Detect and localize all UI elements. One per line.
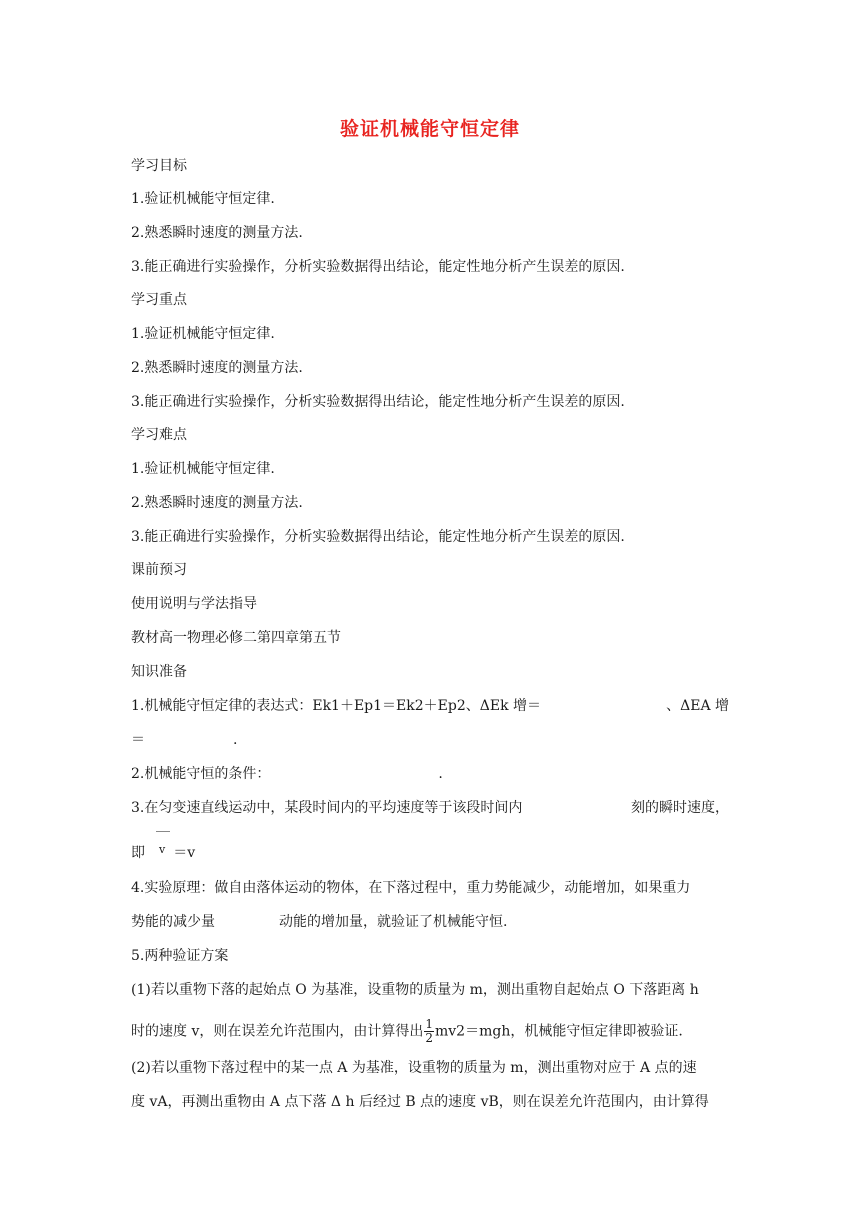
question-3-line-2 bbox=[131, 843, 195, 864]
key-heading: 学习重点 bbox=[131, 292, 187, 308]
question-3-continued: 刻的瞬时速度， bbox=[631, 800, 729, 816]
key-item: 1.验证机械能守恒定律. bbox=[131, 326, 275, 342]
objective-item: 1.验证机械能守恒定律. bbox=[131, 191, 275, 207]
document-title: 验证机械能守恒定律 bbox=[339, 118, 520, 140]
question-4-text: 势能的减少量 bbox=[131, 914, 215, 930]
question-3-text: 3.在匀变速直线运动中，某段时间内的平均速度等于该段时间内 bbox=[131, 800, 523, 816]
question-2-text: 2.机械能守恒的条件： bbox=[131, 766, 271, 782]
question-1-continued: 、ΔEA 增 bbox=[666, 698, 729, 714]
key-item: 3.能正确进行实验操作，分析实验数据得出结论，能定性地分析产生误差的原因. bbox=[131, 394, 625, 410]
difficult-heading: 学习难点 bbox=[131, 427, 187, 443]
scheme-1-line-2 bbox=[131, 1018, 683, 1045]
question-4-continued: 动能的增加量，就验证了机械能守恒. bbox=[279, 914, 508, 930]
question-4-line-2 bbox=[131, 912, 507, 932]
scheme-2-line-1: (2)若以重物下落过程中的某一点 A 为基准，设重物的质量为 m，测出重物对应于 A 点的速 bbox=[131, 1060, 697, 1076]
question-1-line-1 bbox=[131, 696, 729, 716]
objective-item: 3.能正确进行实验操作，分析实验数据得出结论，能定性地分析产生误差的原因. bbox=[131, 259, 625, 275]
question-1-equals: ＝ bbox=[131, 732, 145, 748]
average-velocity-symbol: v bbox=[159, 843, 165, 864]
question-1-text: 1.机械能守恒定律的表达式：Ek1＋Ep1＝Ek2＋Ep2、ΔEk 增＝ bbox=[131, 698, 542, 714]
usage-heading: 使用说明与学法指导 bbox=[131, 596, 257, 612]
textbook-reference: 教材高一物理必修二第四章第五节 bbox=[131, 630, 341, 646]
difficult-item: 3.能正确进行实验操作，分析实验数据得出结论，能定性地分析产生误差的原因. bbox=[131, 529, 625, 545]
question-5-heading: 5.两种验证方案 bbox=[131, 948, 229, 964]
question-4-line-1: 4.实验原理：做自由落体运动的物体，在下落过程中，重力势能减少，动能增加，如果重力 bbox=[131, 880, 691, 896]
fraction-one-half: $\frac{1}{2}$ bbox=[425, 1017, 433, 1045]
scheme-1-text: 时的速度 v，则在误差允许范围内，由计算得出 bbox=[131, 1023, 424, 1040]
key-item: 2.熟悉瞬时速度的测量方法. bbox=[131, 360, 303, 376]
objectives-heading: 学习目标 bbox=[131, 158, 187, 174]
objective-item: 2.熟悉瞬时速度的测量方法. bbox=[131, 225, 303, 241]
difficult-item: 2.熟悉瞬时速度的测量方法. bbox=[131, 495, 303, 511]
knowledge-heading: 知识准备 bbox=[131, 664, 187, 680]
question-2-end: . bbox=[438, 766, 443, 782]
preview-heading: 课前预习 bbox=[131, 562, 187, 578]
question-3-line-1 bbox=[131, 798, 729, 818]
question-1-line-2 bbox=[131, 730, 237, 750]
question-2 bbox=[131, 764, 443, 784]
difficult-item: 1.验证机械能守恒定律. bbox=[131, 461, 275, 477]
question-3-equation: ＝v bbox=[173, 845, 196, 861]
scheme-1-equation: mv2＝mgh，机械能守恒定律即被验证. bbox=[435, 1023, 683, 1040]
scheme-2-line-2: 度 vA，再测出重物由 A 点下落 Δ h 后经过 B 点的速度 vB，则在误差允许范围内，由计算得 bbox=[131, 1094, 709, 1110]
scheme-1-line-1: (1)若以重物下落的起始点 O 为基准，设重物的质量为 m，测出重物自起始点 O 下落距离 h bbox=[131, 982, 699, 998]
question-3-prefix: 即 bbox=[131, 845, 145, 861]
question-1-end: . bbox=[233, 732, 238, 748]
